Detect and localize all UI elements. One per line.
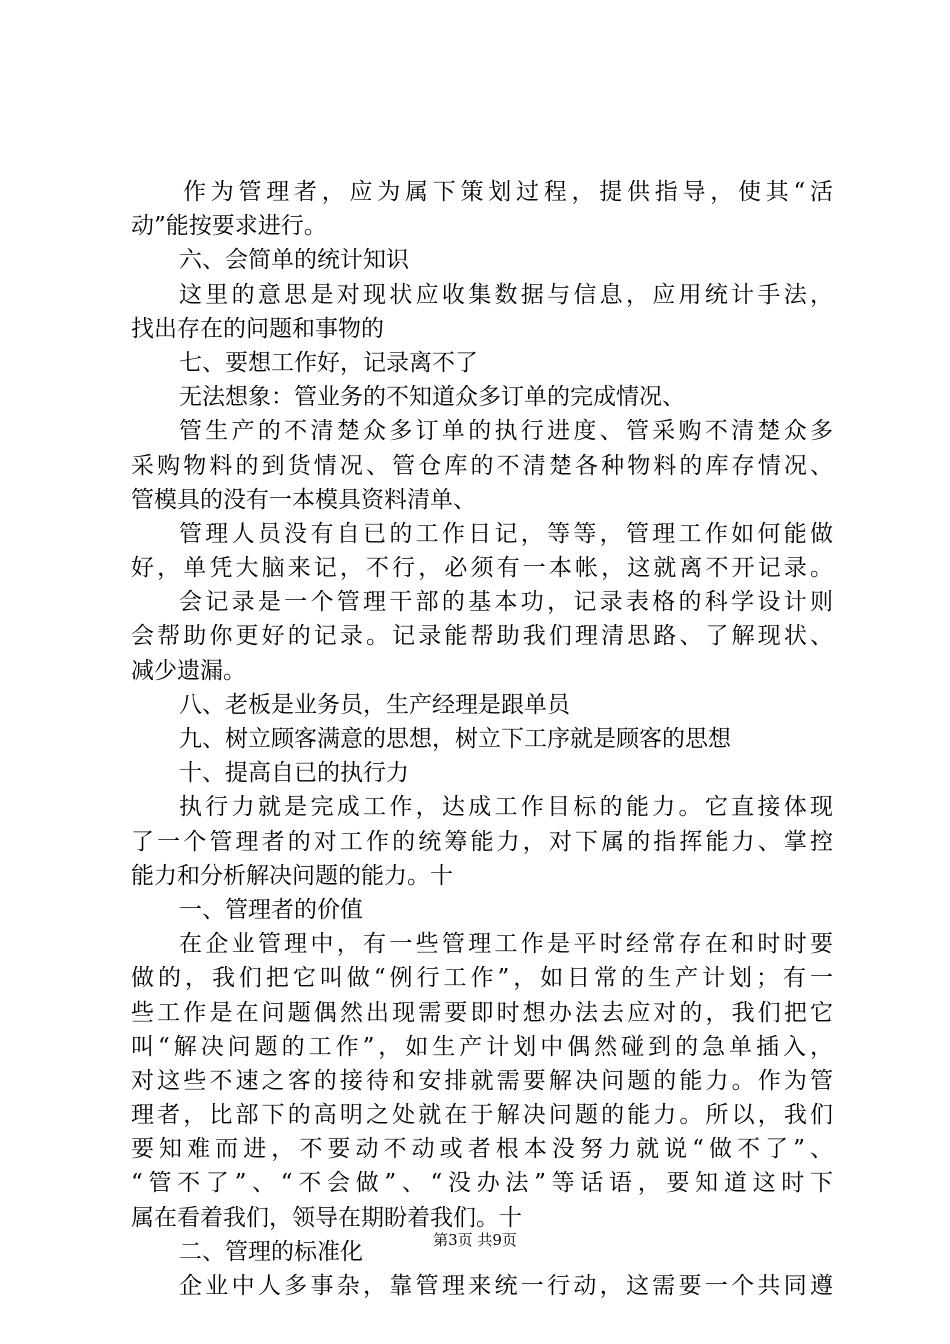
section-heading: 八、老板是业务员，生产经理是跟单员 bbox=[179, 691, 570, 718]
text-line: 在企业管理中，有一些管理工作是平时经常存在和时时要 bbox=[179, 931, 833, 958]
text-line: 采购物料的到货情况、管仓库的不清楚各种物料的库存情况、 bbox=[131, 452, 833, 479]
text-line: 无法想象：管业务的不知道众多订单的完成情况、 bbox=[179, 384, 685, 411]
text-line: 好，单凭大脑来记，不行，必须有一本帐，这就离不开记录。 bbox=[131, 555, 833, 582]
text-line: 些工作是在问题偶然出现需要即时想办法去应对的，我们把它 bbox=[131, 999, 833, 1026]
text-line: 会记录是一个管理干部的基本功，记录表格的科学设计则 bbox=[179, 589, 833, 616]
text-line: 管模具的没有一本模具资料清单、 bbox=[131, 486, 476, 513]
text-line: 对这些不速之客的接待和安排就需要解决问题的能力。作为管 bbox=[131, 1067, 833, 1094]
section-heading: 六、会简单的统计知识 bbox=[179, 247, 409, 274]
text-line: 这里的意思是对现状应收集数据与信息，应用统计手法， bbox=[179, 281, 833, 308]
text-line: 动”能按要求进行。 bbox=[131, 213, 327, 240]
page-footer bbox=[0, 1230, 950, 1250]
section-heading: 二、管理的标准化 bbox=[179, 1238, 363, 1265]
text-line: 做的，我们把它叫做“例行工作”，如日常的生产计划；有一 bbox=[131, 965, 833, 992]
text-line: 属在看着我们，领导在期盼着我们。十 bbox=[131, 1204, 522, 1231]
section-heading: 十、提高自已的执行力 bbox=[179, 760, 409, 787]
text-line: 了一个管理者的对工作的统筹能力，对下属的指挥能力、掌控 bbox=[131, 828, 833, 855]
section-heading: 七、要想工作好，记录离不了 bbox=[179, 349, 478, 376]
text-line: 要知难而进，不要动不动或者根本没努力就说“做不了”、 bbox=[131, 1136, 833, 1163]
text-line: 叫“解决问题的工作”，如生产计划中偶然碰到的急单插入， bbox=[131, 1033, 833, 1060]
document-body bbox=[131, 175, 833, 1303]
text-line: “管不了”、“不会做”、“没办法”等话语，要知道这时下 bbox=[131, 1170, 833, 1197]
text-line: 作为管理者，应为属下策划过程，提供指导，使其“活 bbox=[183, 179, 833, 205]
section-heading: 一、管理者的价值 bbox=[179, 896, 363, 923]
text-line: 减少遗漏。 bbox=[131, 657, 246, 684]
text-line: 企业中人多事杂，靠管理来统一行动，这需要一个共同遵 bbox=[179, 1273, 833, 1299]
text-line: 能力和分析解决问题的能力。十 bbox=[131, 862, 453, 889]
section-heading: 九、树立顾客满意的思想，树立下工序就是顾客的思想 bbox=[179, 726, 731, 752]
text-line: 找出存在的问题和事物的 bbox=[131, 315, 384, 342]
page-number: 第3页 共9页 bbox=[433, 1231, 517, 1249]
text-line: 管理人员没有自已的工作日记，等等，管理工作如何能做 bbox=[179, 520, 833, 547]
text-line: 管生产的不清楚众多订单的执行进度、管采购不清楚众多 bbox=[179, 418, 833, 445]
text-line: 会帮助你更好的记录。记录能帮助我们理清思路、了解现状、 bbox=[131, 623, 833, 650]
text-line: 理者，比部下的高明之处就在于解决问题的能力。所以，我们 bbox=[131, 1102, 833, 1129]
text-line: 执行力就是完成工作，达成工作目标的能力。它直接体现 bbox=[179, 794, 833, 821]
